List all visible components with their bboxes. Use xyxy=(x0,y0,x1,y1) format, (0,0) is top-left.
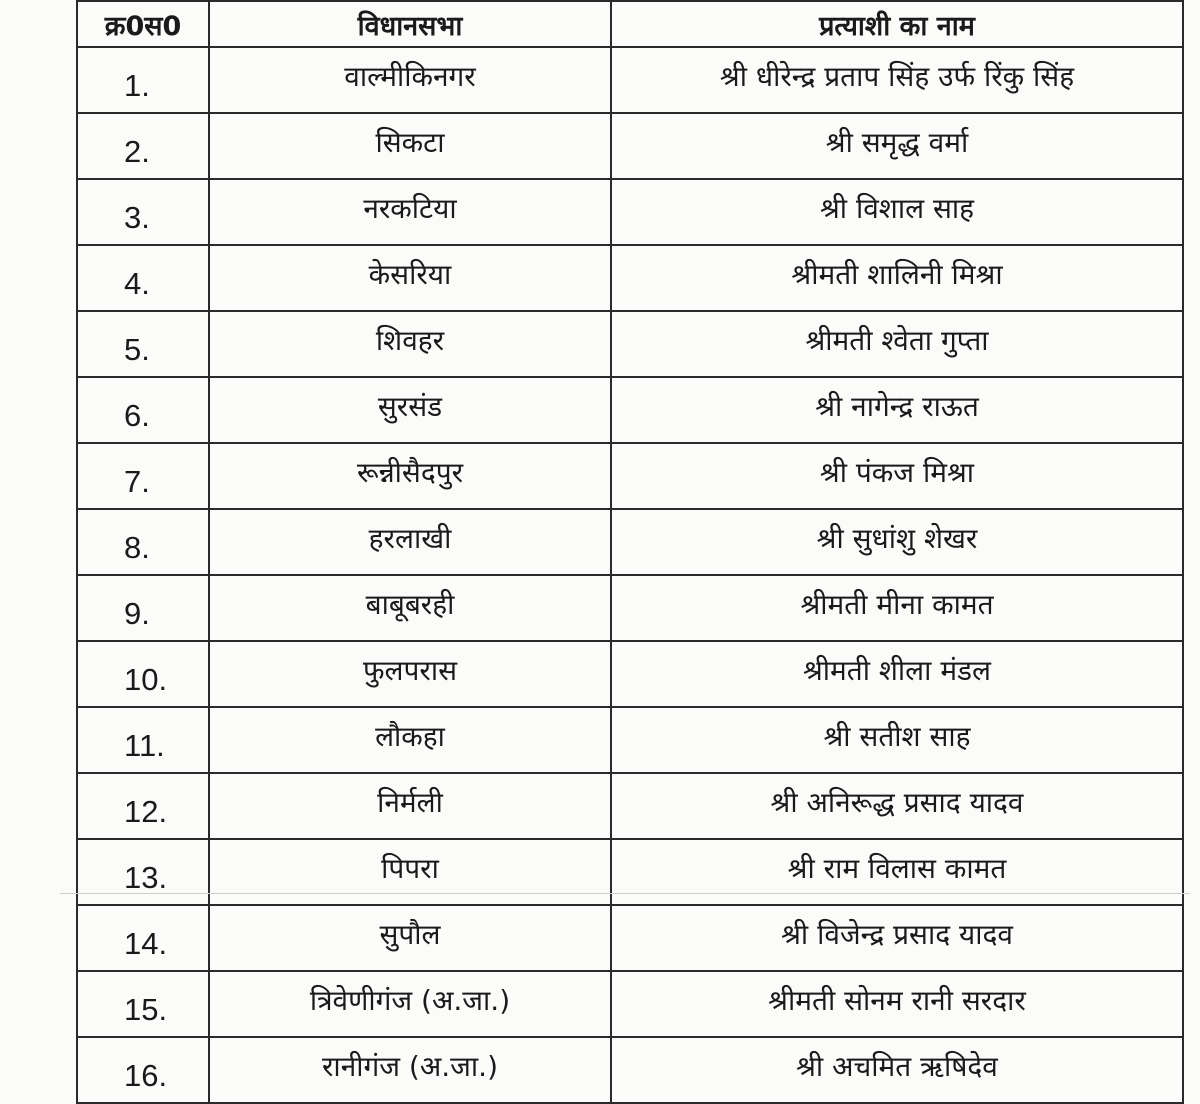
serial-number-cell: 15. xyxy=(77,971,209,1037)
serial-number-cell: 11. xyxy=(77,707,209,773)
constituency-header: विधानसभा xyxy=(209,1,611,47)
constituency-cell: सिकटा xyxy=(209,113,611,179)
serial-number-cell: 16. xyxy=(77,1037,209,1103)
candidate-name-cell: श्री अचमित ऋषिदेव xyxy=(611,1037,1183,1103)
table-row xyxy=(77,1037,1183,1103)
candidate-name-cell: श्रीमती शीला मंडल xyxy=(611,641,1183,707)
page-edge-divider xyxy=(60,893,1190,894)
candidate-name-cell: श्री विजेन्द्र प्रसाद यादव xyxy=(611,905,1183,971)
serial-number-cell: 6. xyxy=(77,377,209,443)
header-row xyxy=(77,1,1183,47)
table-row xyxy=(77,707,1183,773)
serial-number-cell: 3. xyxy=(77,179,209,245)
table-row xyxy=(77,47,1183,113)
constituency-cell: पिपरा xyxy=(209,839,611,905)
candidate-name-cell: श्री नागेन्द्र राऊत xyxy=(611,377,1183,443)
table-row xyxy=(77,971,1183,1037)
candidate-name-cell: श्री अनिरूद्ध प्रसाद यादव xyxy=(611,773,1183,839)
table-row xyxy=(77,377,1183,443)
serial-number-header: क्र0स0 xyxy=(77,1,209,47)
candidate-name-cell: श्री पंकज मिश्रा xyxy=(611,443,1183,509)
constituency-cell: त्रिवेणीगंज (अ.जा.) xyxy=(209,971,611,1037)
table-row xyxy=(77,443,1183,509)
candidate-name-cell: श्री सतीश साह xyxy=(611,707,1183,773)
table-row xyxy=(77,311,1183,377)
candidate-name-cell: श्रीमती मीना कामत xyxy=(611,575,1183,641)
candidate-name-header: प्रत्याशी का नाम xyxy=(611,1,1183,47)
table-row xyxy=(77,839,1183,905)
serial-number-cell: 13. xyxy=(77,839,209,905)
constituency-cell: नरकटिया xyxy=(209,179,611,245)
constituency-cell: निर्मली xyxy=(209,773,611,839)
constituency-cell: वाल्मीकिनगर xyxy=(209,47,611,113)
table-row xyxy=(77,509,1183,575)
table-row xyxy=(77,773,1183,839)
table-row xyxy=(77,179,1183,245)
table-row xyxy=(77,905,1183,971)
serial-number-cell: 8. xyxy=(77,509,209,575)
serial-number-cell: 7. xyxy=(77,443,209,509)
candidate-name-cell: श्री धीरेन्द्र प्रताप सिंह उर्फ रिंकु सिंह xyxy=(611,47,1183,113)
serial-number-cell: 2. xyxy=(77,113,209,179)
candidate-name-cell: श्रीमती शालिनी मिश्रा xyxy=(611,245,1183,311)
serial-number-cell: 9. xyxy=(77,575,209,641)
candidate-name-cell: श्री विशाल साह xyxy=(611,179,1183,245)
constituency-cell: रून्नीसैदपुर xyxy=(209,443,611,509)
constituency-cell: सुरसंड xyxy=(209,377,611,443)
candidate-name-cell: श्रीमती सोनम रानी सरदार xyxy=(611,971,1183,1037)
table-row xyxy=(77,113,1183,179)
constituency-cell: रानीगंज (अ.जा.) xyxy=(209,1037,611,1103)
serial-number-cell: 12. xyxy=(77,773,209,839)
constituency-cell: हरलाखी xyxy=(209,509,611,575)
candidate-name-cell: श्री समृद्ध वर्मा xyxy=(611,113,1183,179)
candidate-list-table xyxy=(76,0,1184,1104)
candidate-name-cell: श्री सुधांशु शेखर xyxy=(611,509,1183,575)
table-header xyxy=(77,1,1183,47)
serial-number-cell: 10. xyxy=(77,641,209,707)
table-body xyxy=(77,47,1183,1103)
constituency-cell: केसरिया xyxy=(209,245,611,311)
constituency-cell: लौकहा xyxy=(209,707,611,773)
table-row xyxy=(77,575,1183,641)
serial-number-cell: 14. xyxy=(77,905,209,971)
table-row xyxy=(77,641,1183,707)
candidate-name-cell: श्रीमती श्वेता गुप्ता xyxy=(611,311,1183,377)
candidate-name-cell: श्री राम विलास कामत xyxy=(611,839,1183,905)
table-row xyxy=(77,245,1183,311)
serial-number-cell: 1. xyxy=(77,47,209,113)
constituency-cell: शिवहर xyxy=(209,311,611,377)
constituency-cell: बाबूबरही xyxy=(209,575,611,641)
constituency-cell: फुलपरास xyxy=(209,641,611,707)
serial-number-cell: 5. xyxy=(77,311,209,377)
serial-number-cell: 4. xyxy=(77,245,209,311)
constituency-cell: सुपौल xyxy=(209,905,611,971)
